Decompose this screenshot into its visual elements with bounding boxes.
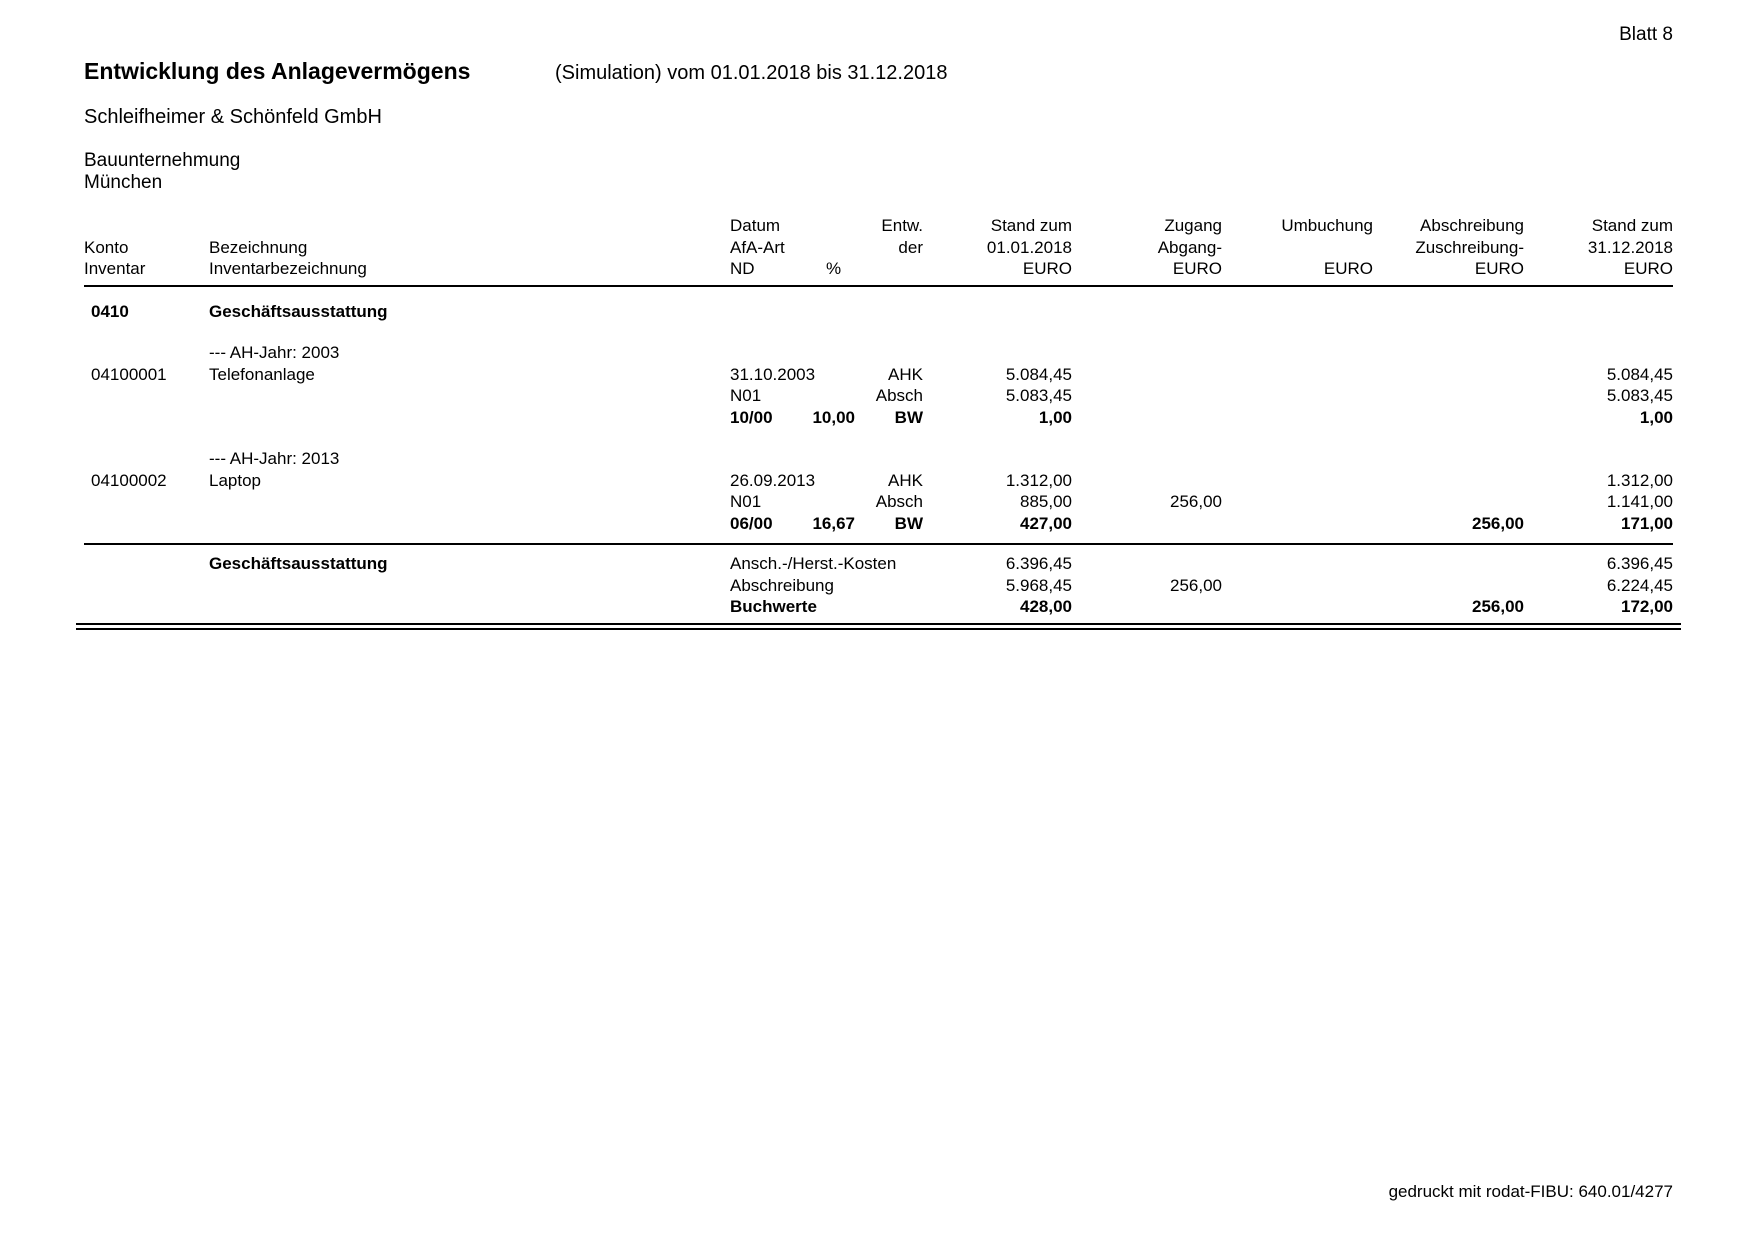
group-label-row <box>84 342 1673 364</box>
cell-entw: BW <box>894 513 923 533</box>
cell-datum <box>730 448 812 470</box>
cell-bezeichnung <box>209 215 730 237</box>
cell-zugang: Zugang <box>1164 216 1222 235</box>
cell-datum: Abschreibung <box>730 575 834 595</box>
report-title-row <box>84 58 947 85</box>
cell-umbuchung <box>1222 575 1373 597</box>
cell-entw: Entw. <box>881 216 923 235</box>
cell-entw: BW <box>894 407 923 427</box>
print-footer: gedruckt mit rodat-FIBU: 640.01/4277 <box>1388 1182 1673 1201</box>
cell-abschreibung <box>1373 575 1524 597</box>
cell-datum: Datum <box>730 216 781 235</box>
header-divider <box>84 285 1673 287</box>
cell-datum: Ansch.-/Herst.-Kosten <box>730 554 897 573</box>
header-row <box>84 258 1673 280</box>
cell-abschreibung <box>1373 407 1524 429</box>
cell-bezeichnung <box>209 513 730 535</box>
cell-umbuchung <box>1222 513 1373 535</box>
cell-pct <box>812 237 855 259</box>
cell-zugang: 256,00 <box>1170 492 1222 511</box>
cell-pct <box>812 491 855 513</box>
cell-stand_31_12: Stand zum <box>1591 216 1673 235</box>
cell-bezeichnung <box>209 407 730 429</box>
cell-zugang <box>1072 553 1222 575</box>
cell-konto: Konto <box>84 237 129 257</box>
cell-zugang: EURO <box>1172 259 1222 278</box>
cell-stand_31_12: 6.396,45 <box>1606 554 1673 573</box>
cell-entw <box>855 575 923 597</box>
cell-abschreibung <box>1373 342 1524 364</box>
cell-umbuchung <box>1222 596 1373 618</box>
cell-stand_01_01 <box>923 342 1072 364</box>
cell-stand_31_12: 5.083,45 <box>1606 386 1673 405</box>
cell-stand_01_01: 6.396,45 <box>1005 554 1072 573</box>
cell-konto: 04100002 <box>91 470 167 490</box>
cell-stand_01_01: 5.083,45 <box>1005 386 1072 405</box>
cell-bezeichnung <box>209 575 730 597</box>
cell-bezeichnung: Geschäftsausstattung <box>209 554 388 573</box>
cell-pct: 10,00 <box>812 407 855 427</box>
cell-umbuchung: Umbuchung <box>1281 216 1373 235</box>
cell-datum: 31.10.2003 <box>730 364 816 384</box>
table-row <box>84 385 1673 407</box>
cell-konto <box>84 596 209 618</box>
section-row <box>84 301 1673 323</box>
company-business-line: Bauunternehmung <box>84 150 241 171</box>
cell-bezeichnung: --- AH-Jahr: 2003 <box>209 343 340 362</box>
sheet-number: Blatt 8 <box>1619 24 1673 45</box>
cell-konto <box>84 513 209 535</box>
cell-zugang <box>1072 301 1222 323</box>
cell-pct <box>812 301 855 323</box>
cell-konto: 0410 <box>91 301 129 321</box>
cell-pct: 16,67 <box>812 513 855 533</box>
cell-bezeichnung <box>209 385 730 407</box>
cell-pct <box>812 364 855 386</box>
company-address <box>84 150 240 193</box>
cell-stand_01_01: 885,00 <box>1020 492 1072 511</box>
cell-konto <box>84 575 209 597</box>
cell-entw: AHK <box>888 470 923 490</box>
summary-divider <box>84 543 1673 545</box>
cell-konto <box>84 385 209 407</box>
cell-zugang <box>1072 407 1222 429</box>
cell-stand_01_01 <box>923 301 1072 323</box>
group-label-row <box>84 448 1673 470</box>
cell-abschreibung: 256,00 <box>1472 597 1524 616</box>
cell-abschreibung <box>1373 553 1524 575</box>
cell-bezeichnung <box>209 491 730 513</box>
cell-abschreibung: EURO <box>1474 259 1524 278</box>
cell-stand_01_01: 5.968,45 <box>1005 575 1072 595</box>
cell-abschreibung <box>1373 491 1524 513</box>
cell-entw <box>855 448 923 470</box>
cell-bezeichnung: Laptop <box>209 470 261 490</box>
cell-entw <box>855 342 923 364</box>
cell-stand_01_01: 1,00 <box>1038 407 1072 427</box>
cell-entw: Absch <box>875 492 923 511</box>
cell-konto <box>84 407 209 429</box>
cell-abschreibung <box>1373 470 1524 492</box>
cell-konto <box>84 448 209 470</box>
cell-stand_01_01: 01.01.2018 <box>986 237 1072 257</box>
cell-abschreibung <box>1373 385 1524 407</box>
cell-stand_01_01: 427,00 <box>1020 513 1072 533</box>
cell-stand_01_01: 5.084,45 <box>1005 364 1072 384</box>
cell-stand_31_12: 1.312,00 <box>1606 470 1673 490</box>
cell-konto <box>84 215 209 237</box>
cell-zugang: Abgang- <box>1157 237 1222 257</box>
cell-pct <box>812 596 855 618</box>
cell-bezeichnung <box>209 596 730 618</box>
cell-bezeichnung: Geschäftsausstattung <box>209 301 388 321</box>
cell-konto <box>84 491 209 513</box>
cell-bezeichnung: Telefonanlage <box>209 364 315 384</box>
cell-zugang <box>1072 385 1222 407</box>
cell-entw: AHK <box>888 364 923 384</box>
cell-stand_31_12: 6.224,45 <box>1606 575 1673 595</box>
cell-zugang <box>1072 596 1222 618</box>
asset-table <box>84 215 1673 630</box>
cell-abschreibung: Zuschreibung- <box>1415 237 1524 257</box>
cell-datum: 10/00 <box>730 407 773 427</box>
cell-datum: Buchwerte <box>730 597 817 616</box>
cell-entw: der <box>898 237 923 257</box>
cell-pct: % <box>825 259 842 278</box>
table-row <box>84 364 1673 386</box>
cell-pct <box>812 575 855 597</box>
company-name: Schleifheimer & Schönfeld GmbH <box>84 106 382 128</box>
cell-umbuchung <box>1222 385 1373 407</box>
table-row <box>84 491 1673 513</box>
cell-zugang <box>1072 513 1222 535</box>
cell-datum: 06/00 <box>730 513 773 533</box>
cell-umbuchung <box>1222 470 1373 492</box>
table-end-double-rule <box>76 623 1681 630</box>
cell-zugang <box>1072 342 1222 364</box>
cell-abschreibung <box>1373 364 1524 386</box>
table-body <box>84 301 1673 535</box>
cell-bezeichnung: Bezeichnung <box>209 237 308 257</box>
cell-entw <box>855 301 923 323</box>
cell-umbuchung <box>1222 553 1373 575</box>
cell-stand_31_12: EURO <box>1623 259 1673 278</box>
cell-umbuchung <box>1222 407 1373 429</box>
summary-row <box>84 553 1673 575</box>
cell-stand_01_01: 428,00 <box>1020 597 1072 616</box>
cell-datum <box>730 342 812 364</box>
cell-umbuchung <box>1222 364 1373 386</box>
table-summary <box>84 553 1673 618</box>
cell-umbuchung <box>1222 301 1373 323</box>
cell-zugang: 256,00 <box>1170 575 1222 595</box>
cell-umbuchung <box>1222 448 1373 470</box>
report-title: Entwicklung des Anlagevermögens <box>84 58 471 84</box>
table-row <box>84 407 1673 429</box>
cell-datum: 26.09.2013 <box>730 470 816 490</box>
cell-konto <box>84 342 209 364</box>
cell-stand_31_12: 31.12.2018 <box>1587 237 1673 257</box>
cell-datum: AfA-Art <box>730 237 785 257</box>
cell-pct <box>812 215 855 237</box>
cell-stand_01_01: Stand zum <box>990 216 1072 235</box>
cell-abschreibung <box>1373 448 1524 470</box>
cell-pct <box>812 470 855 492</box>
cell-konto: Inventar <box>84 259 146 278</box>
cell-datum: N01 <box>730 386 762 405</box>
cell-umbuchung <box>1222 237 1373 259</box>
cell-pct <box>812 553 855 575</box>
cell-stand_01_01: 1.312,00 <box>1005 470 1072 490</box>
cell-entw <box>855 258 923 280</box>
cell-konto <box>84 553 209 575</box>
cell-entw: Absch <box>875 386 923 405</box>
table-row <box>84 470 1673 492</box>
cell-stand_31_12: 1.141,00 <box>1606 492 1673 511</box>
cell-bezeichnung: --- AH-Jahr: 2013 <box>209 449 340 468</box>
cell-umbuchung <box>1222 491 1373 513</box>
cell-umbuchung: EURO <box>1323 259 1373 278</box>
cell-bezeichnung: Inventarbezeichnung <box>209 259 367 278</box>
cell-entw <box>855 553 923 575</box>
cell-entw <box>855 596 923 618</box>
table-header <box>84 215 1673 280</box>
cell-stand_31_12 <box>1524 448 1673 470</box>
cell-abschreibung: Abschreibung <box>1420 216 1524 235</box>
cell-pct <box>812 342 855 364</box>
summary-row <box>84 575 1673 597</box>
cell-pct <box>812 448 855 470</box>
cell-pct <box>812 385 855 407</box>
header-row <box>84 215 1673 237</box>
cell-konto: 04100001 <box>91 364 167 384</box>
cell-abschreibung: 256,00 <box>1472 513 1524 533</box>
cell-zugang <box>1072 470 1222 492</box>
cell-abschreibung <box>1373 301 1524 323</box>
cell-stand_31_12: 171,00 <box>1621 513 1673 533</box>
cell-datum: N01 <box>730 492 762 511</box>
cell-zugang <box>1072 364 1222 386</box>
cell-datum <box>730 301 812 323</box>
cell-umbuchung <box>1222 342 1373 364</box>
report-period: (Simulation) vom 01.01.2018 bis 31.12.2018 <box>555 62 948 84</box>
company-city: München <box>84 171 163 193</box>
cell-stand_31_12 <box>1524 301 1673 323</box>
cell-stand_01_01: EURO <box>1022 259 1072 278</box>
cell-stand_31_12: 5.084,45 <box>1606 364 1673 384</box>
cell-stand_01_01 <box>923 448 1072 470</box>
header-row <box>84 237 1673 259</box>
table-row <box>84 513 1673 535</box>
cell-stand_31_12 <box>1524 342 1673 364</box>
cell-stand_31_12: 172,00 <box>1621 597 1673 616</box>
cell-datum: ND <box>730 259 755 278</box>
cell-stand_31_12: 1,00 <box>1639 407 1673 427</box>
cell-zugang <box>1072 448 1222 470</box>
summary-row <box>84 596 1673 618</box>
